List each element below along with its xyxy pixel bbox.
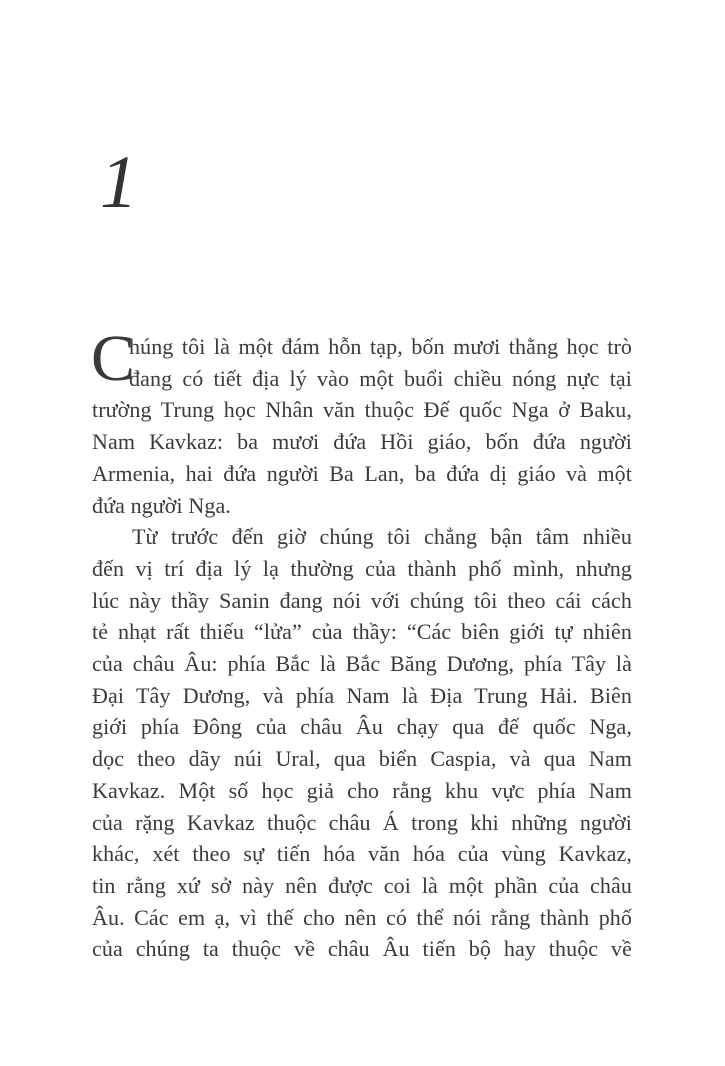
body-text bbox=[91, 322, 632, 965]
text-line: tẻ nhạt rất thiếu “lửa” của thầy: “Các biên giới tự nhiên bbox=[92, 619, 632, 645]
text-line: khác, xét theo sự tiến hóa văn hóa của vùng Kavkaz, bbox=[92, 841, 632, 867]
text-line: dọc theo dãy núi Ural, qua biển Caspia, và qua Nam bbox=[92, 746, 632, 772]
text-line: Âu. Các em ạ, vì thế cho nên có thể nói rằng thành phố bbox=[92, 904, 632, 930]
paragraph-2 bbox=[92, 521, 632, 965]
text-line: tin rằng xứ sở này nên được coi là một phần của châu bbox=[92, 872, 632, 898]
text-line: lúc này thầy Sanin đang nói với chúng tôi theo cái cách bbox=[92, 587, 632, 613]
paragraph-1 bbox=[91, 322, 632, 521]
text-line: giới phía Đông của châu Âu chạy qua đế quốc Nga, bbox=[92, 714, 632, 740]
text-line: Armenia, hai đứa người Ba Lan, ba đứa dị giáo và một bbox=[92, 460, 632, 486]
text-line: Nam Kavkaz: ba mươi đứa Hồi giáo, bốn đứa người bbox=[92, 429, 632, 455]
chapter-number: 1 bbox=[100, 141, 138, 224]
text-line: của chúng ta thuộc về châu Âu tiến bộ hay thuộc về bbox=[92, 936, 632, 962]
text-line: Đại Tây Dương, và phía Nam là Địa Trung Hải. Biên bbox=[92, 682, 632, 708]
text-line: của châu Âu: phía Bắc là Bắc Băng Dương, phía Tây là bbox=[92, 651, 632, 677]
text-line: đứa người Nga. bbox=[92, 492, 231, 518]
text-line: húng tôi là một đám hỗn tạp, bốn mươi thằng học trò bbox=[129, 334, 632, 359]
text-line: Từ trước đến giờ chúng tôi chẳng bận tâm nhiều bbox=[132, 524, 632, 550]
text-line: của rặng Kavkaz thuộc châu Á trong khi những người bbox=[92, 809, 632, 835]
text-line: Kavkaz. Một số học giả cho rằng khu vực phía Nam bbox=[92, 777, 632, 803]
text-line: đến vị trí địa lý lạ thường của thành phố mình, nhưng bbox=[92, 555, 632, 581]
text-line: đang có tiết địa lý vào một buổi chiều nóng nực tại bbox=[129, 365, 632, 391]
text-line: trường Trung học Nhân văn thuộc Đế quốc Nga ở Baku, bbox=[92, 397, 632, 423]
drop-cap: C bbox=[91, 322, 136, 395]
